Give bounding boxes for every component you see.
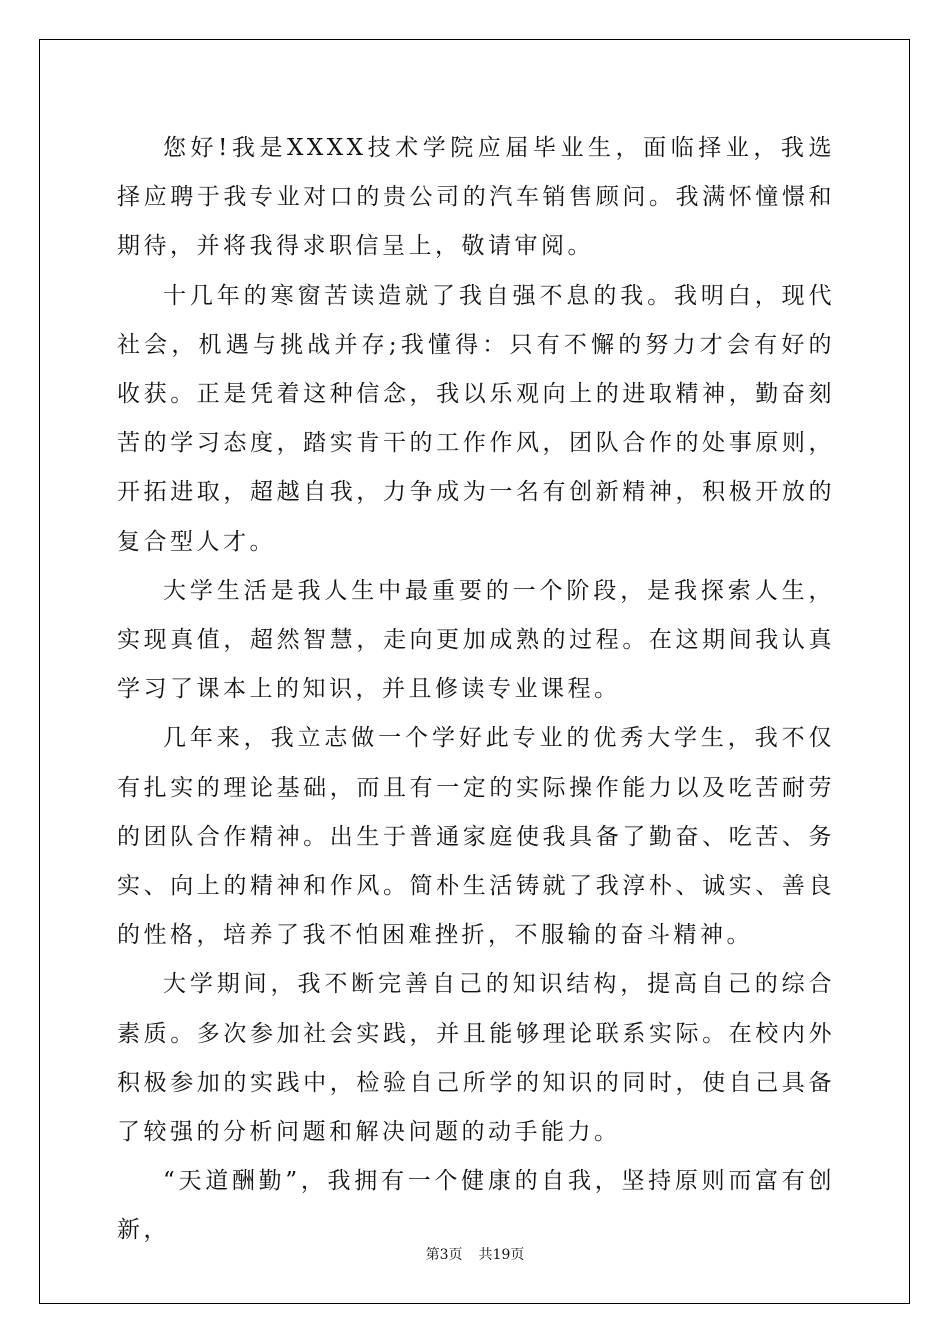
page-number: 第3页 [425,1247,463,1263]
paragraph-4: 几年来，我立志做一个学好此专业的优秀大学生，我不仅有扎实的理论基础，而且有一定的实际操作能力以及吃苦耐劳的团队合作精神。出生于普通家庭使我具备了勤奋、吃苦、务实、向上的精神和作风。简朴生活铸就了我淳朴、诚实、善良的性格，培养了我不怕困难挫折，不服输的奋斗精神。 [117,725,835,949]
paragraph-6: “天道酬勤”，我拥有一个健康的自我，坚持原则而富有创新， [117,1168,835,1244]
paragraph-2: 十几年的寒窗苦读造就了我自强不息的我。我明白，现代社会，机遇与挑战并存;我懂得：只有不懈的努力才会有好的收获。正是凭着这种信念，我以乐观向上的进取精神，勤奋刻苦的学习态度，踏实肯干的工作作风，团队合作的处事原则，开拓进取，超越自我，力争成为一名有创新精神，积极开放的复合型人才。 [117,282,835,555]
paragraph-1: 您好!我是XXXX技术学院应届毕业生，面临择业，我选择应聘于我专业对口的贵公司的汽车销售顾问。我满怀憧憬和期待，并将我得求职信呈上，敬请审阅。 [117,135,835,260]
page-footer [0,1244,950,1264]
page-total: 共19页 [478,1247,525,1263]
paragraph-3: 大学生活是我人生中最重要的一个阶段，是我探索人生，实现真值，超然智慧，走向更加成熟的过程。在这期间我认真学习了课本上的知识，并且修读专业课程。 [117,577,835,703]
paragraph-5: 大学期间，我不断完善自己的知识结构，提高自己的综合素质。多次参加社会实践，并且能够理论联系实际。在校内外积极参加的实践中，检验自己所学的知识的同时，使自己具备了较强的分析问题和解决问题的动手能力。 [117,971,835,1146]
document-body [117,124,835,1256]
